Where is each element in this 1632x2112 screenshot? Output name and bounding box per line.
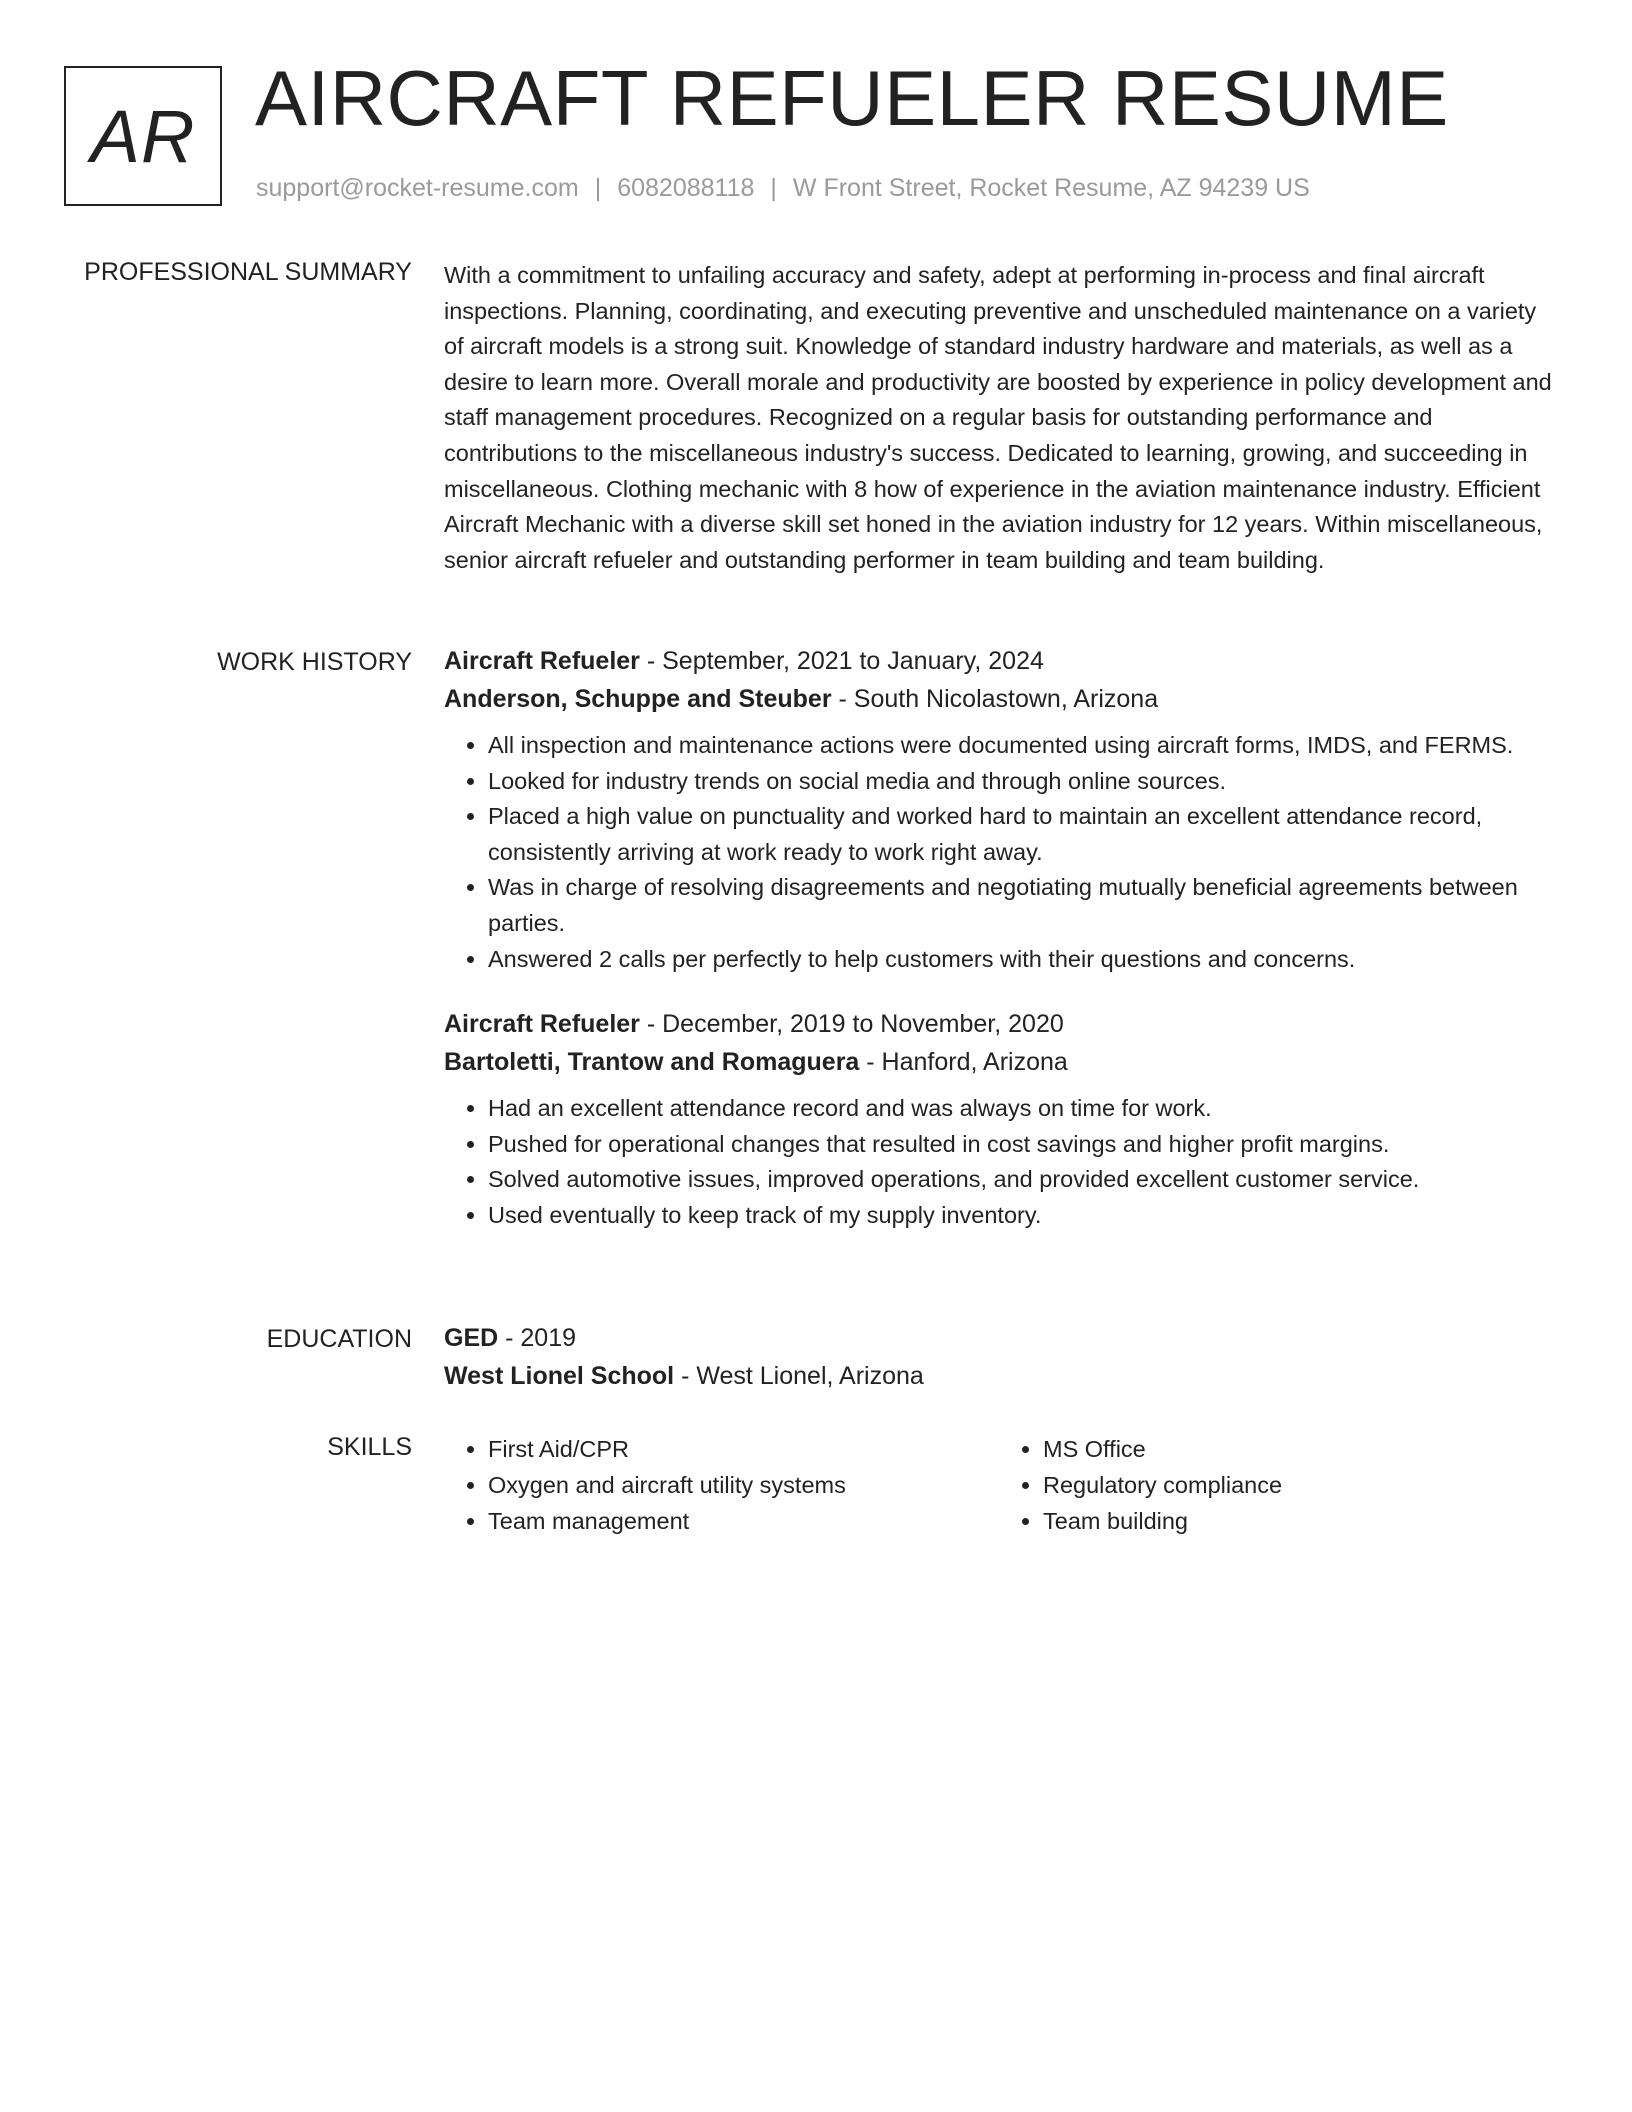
contact-separator: | [594, 174, 602, 202]
job-bullets [444, 1091, 1554, 1233]
job-entry [444, 642, 1554, 977]
skill-item: • Team building [1043, 1503, 1554, 1539]
contact-email: support@rocket-resume.com [256, 174, 579, 202]
job-location: - Hanford, Arizona [859, 1048, 1068, 1077]
education-heading: EDUCATION [266, 1325, 412, 1353]
job-company-line [444, 1043, 1554, 1081]
education-degree-line [444, 1319, 1554, 1357]
contact-phone: 6082088118 [617, 174, 755, 202]
job-bullet: • Used eventually to keep track of my supply inventory. [488, 1198, 1554, 1234]
job-company: Anderson, Schuppe and Steuber [444, 685, 832, 713]
work-history-heading: WORK HISTORY [217, 648, 412, 676]
skills-column-left [444, 1431, 999, 1539]
job-bullet: • Was in charge of resolving disagreements and negotiating mutually beneficial agreements between parties. [488, 870, 1554, 941]
job-company-line [444, 680, 1554, 718]
job-title-line [444, 1005, 1554, 1043]
skills-heading: SKILLS [327, 1433, 412, 1461]
job-bullet: • Looked for industry trends on social media and through online sources. [488, 764, 1554, 800]
job-bullet: • Pushed for operational changes that resulted in cost savings and higher profit margins. [488, 1127, 1554, 1163]
education-year: - 2019 [498, 1324, 577, 1352]
skill-item: • MS Office [1043, 1431, 1554, 1467]
summary-text: With a commitment to unfailing accuracy and safety, adept at performing in-process and final aircraft inspections. Planning, coordinating, and executing preventive and unscheduled maintenance on a variety of aircraft models is a strong suit. Knowledge of standard industry hardware and materials, as well as a desire to learn more. Overall morale and productivity are boosted by experience in policy development and staff management procedures. Recognized on a regular basis for outstanding performance and contributions to the miscellaneous industry's success. Dedicated to learning, growing, and succeeding in miscellaneous. Clothing mechanic with 8 how of experience in the aviation maintenance industry. Efficient Aircraft Mechanic with a diverse skill set honed in the aviation industry for 12 years. Within miscellaneous, senior aircraft refueler and outstanding performer in team building and team building. [444, 262, 1552, 573]
skills-grid [444, 1431, 1554, 1539]
job-bullet: • Solved automotive issues, improved operations, and provided excellent customer service. [488, 1162, 1554, 1198]
skill-item: • First Aid/CPR [488, 1431, 999, 1467]
contact-line [256, 174, 1310, 203]
education-school: West Lionel School [444, 1362, 675, 1390]
summary-body [444, 258, 1554, 578]
education-body [444, 1319, 1554, 1395]
education-school-line [444, 1357, 1554, 1395]
education-location: - West Lionel, Arizona [674, 1362, 924, 1390]
job-location: - South Nicolastown, Arizona [831, 685, 1159, 713]
resume-title: AIRCRAFT REFUELER RESUME [255, 54, 1449, 142]
monogram-initials: AR [90, 94, 196, 178]
job-bullet: • Had an excellent attendance record and was always on time for work. [488, 1091, 1554, 1127]
skills-column-right [999, 1431, 1554, 1539]
job-title: Aircraft Refueler [444, 647, 640, 675]
work-history-body [444, 642, 1554, 1234]
skill-item: • Oxygen and aircraft utility systems [488, 1467, 999, 1503]
job-bullets [444, 728, 1554, 977]
contact-separator: | [770, 174, 777, 202]
job-title: Aircraft Refueler [444, 1010, 640, 1039]
job-bullet: • All inspection and maintenance actions were documented using aircraft forms, IMDS, and FERMS. [488, 728, 1554, 764]
education-degree: GED [444, 1324, 499, 1352]
job-title-line [444, 642, 1554, 680]
skill-item: • Team management [488, 1503, 999, 1539]
skills-body [444, 1431, 1554, 1539]
job-entry [444, 1005, 1554, 1233]
summary-heading: PROFESSIONAL SUMMARY [84, 258, 412, 286]
job-bullet: • Answered 2 calls per perfectly to help customers with their questions and concerns. [488, 942, 1554, 978]
monogram-badge [64, 66, 222, 206]
job-bullet: • Placed a high value on punctuality and worked hard to maintain an excellent attendance record, consistently arriving at work ready to work right away. [488, 799, 1554, 870]
contact-address: W Front Street, Rocket Resume, AZ 94239 US [792, 174, 1310, 202]
job-dates: - December, 2019 to November, 2020 [639, 1010, 1064, 1039]
skill-item: • Regulatory compliance [1043, 1467, 1554, 1503]
job-dates: - September, 2021 to January, 2024 [639, 647, 1044, 675]
job-company: Bartoletti, Trantow and Romaguera [444, 1048, 860, 1077]
